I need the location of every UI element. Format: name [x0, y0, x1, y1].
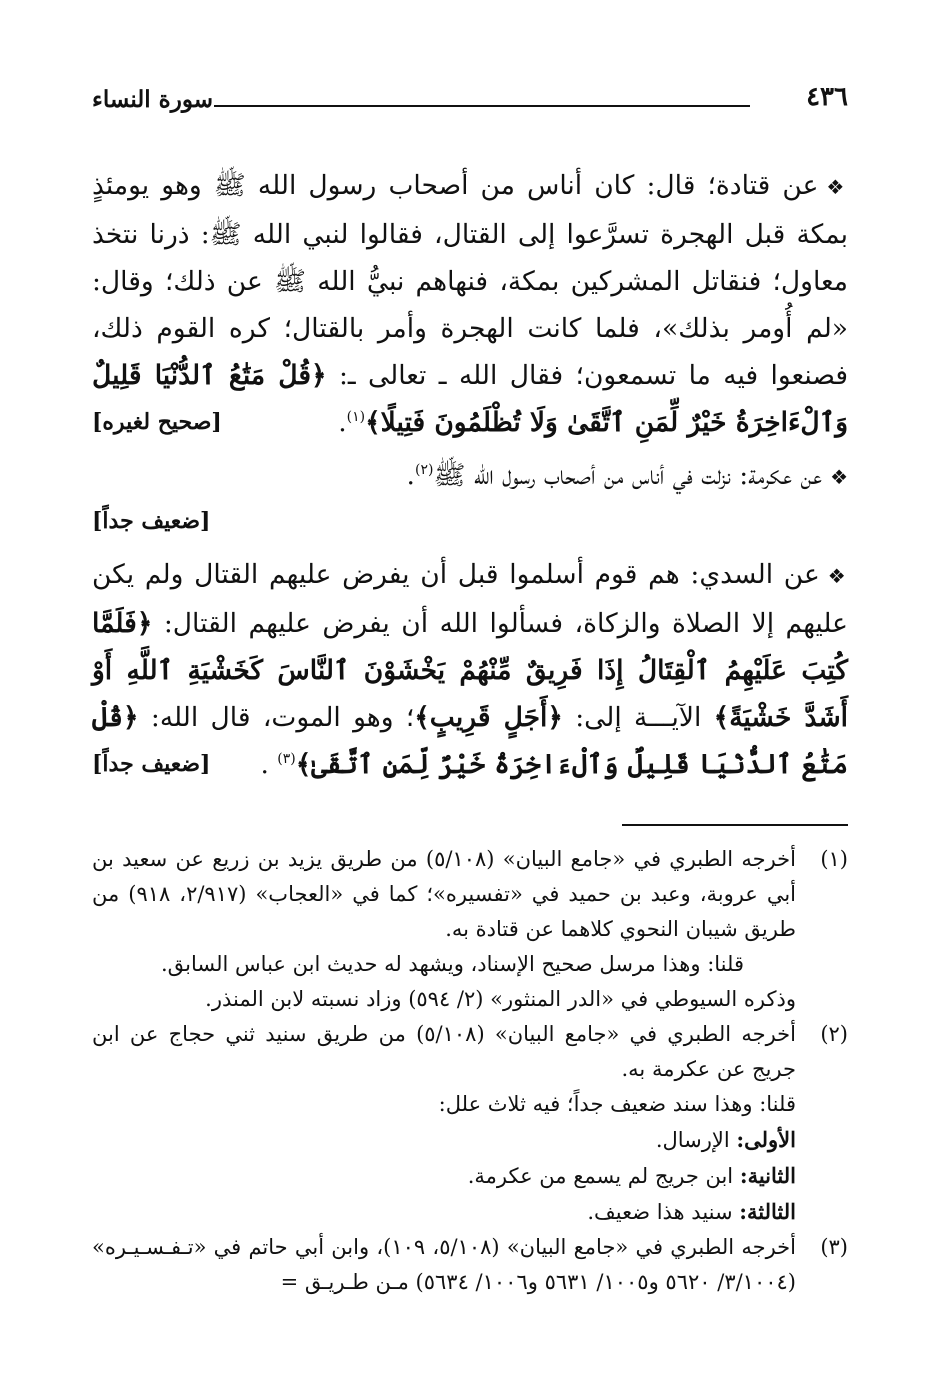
- footnote-number: (٢): [820, 1022, 848, 1046]
- footnote-separator: [622, 824, 848, 826]
- star-ornament-icon: ❖: [827, 564, 848, 588]
- item-label: الثانية:: [739, 1163, 796, 1188]
- header-rule: [214, 105, 750, 107]
- footnote-2: [92, 1017, 848, 1087]
- footnote-2-item: [92, 1122, 848, 1158]
- paragraph-text: عن السدي: هم قوم أسلموا قبل أن يفرض عليهم القتال ولم يكن عليهم إلا الصلاة والزكاة، فسألوا الله أن يفرض عليهم القتال:: [92, 559, 848, 639]
- footnote-ref: (٢): [414, 462, 434, 479]
- footnote-note: قلنا: وهذا مرسل صحيح الإسناد، ويشهد له حديث ابن عباس السابق.: [160, 952, 744, 976]
- paragraph-text: ؛ وهو الموت، قال الله:: [138, 702, 415, 733]
- star-ornament-icon: ❖: [830, 465, 848, 489]
- footnote-1-note: [92, 947, 848, 982]
- paragraph-text: الآيـــة إلى:: [562, 702, 714, 733]
- footnotes: [92, 842, 848, 1300]
- paragraph-text: عن عكرمة: نزلت في أناس من أصحاب رسول الله ﷺ: [433, 460, 823, 491]
- footnote-2-note: [92, 1087, 848, 1122]
- footnote-1-note: [92, 982, 848, 1017]
- item-text: سنيد هذا ضعيف.: [587, 1200, 740, 1224]
- quran-verse: ﴿قُلْ مَتَٰعُ ٱلدُّنْيَا قَلِيلٌ وَٱلْءَاخِرَةُ خَيْرٌ لِّمَنِ ٱتَّقَىٰ﴾: [92, 702, 848, 780]
- footnote-note: قلنا: وهذا سند ضعيف جداً؛ فيه ثلاث علل:: [438, 1092, 796, 1116]
- footnote-ref: (١): [346, 409, 366, 426]
- grade-badge: [صحيح لغيره]: [92, 409, 222, 435]
- page-number: ٤٣٦: [806, 82, 848, 112]
- footnote-number: (١): [820, 847, 848, 871]
- main-text: [92, 162, 848, 788]
- item-label: الثالثة:: [739, 1199, 796, 1224]
- star-ornament-icon: ❖: [826, 175, 848, 199]
- footnote-text: أخرجه الطبري في «جامع البيان» (٥/١٠٨، ١٠٩)، وابن أبي حاتم في «تـفـسـيـره» (٣/١٠٠٤/ ٥٦٢٠ و١٠٠٥/ ٥٦٣١ و١٠٠٦/ ٥٦٣٤) مـن طـريـق =: [92, 1235, 796, 1294]
- paragraph-end: .: [338, 407, 347, 438]
- grade-badge: [ضعيف جداً]: [92, 507, 211, 534]
- item-text: ابن جريج لم يسمع من عكرمة.: [467, 1164, 740, 1188]
- quran-verse: ﴿أَجَلٍ قَرِيبٍ﴾: [414, 702, 563, 733]
- book-page: [92, 78, 848, 1300]
- footnote-1: [92, 842, 848, 947]
- grade-row: [92, 501, 848, 541]
- footnote-number: (٣): [820, 1235, 848, 1259]
- paragraph-end: .: [406, 460, 415, 491]
- paragraph-text: عن قتادة؛ قال: كان أناس من أصحاب رسول الله ﷺ وهو يومئذٍ بمكة قبل الهجرة تسرَّعوا إلى القتال، فقالوا لنبي الله ﷺ: ذرنا نتخذ معاول؛ فنقاتل المشركين بمكة، فنهاهم نبيُّ الله ﷺ عن ذلك؛ وقال: «لم أُومر بذلك»، فلما كانت الهجرة وأمر بالقتال؛ كره القوم ذلك، فصنعوا فيه ما تسمعون؛ فقال الله ـ تعالى ـ:: [92, 170, 848, 391]
- paragraph-suddi: [92, 551, 848, 788]
- grade-badge: [ضعيف جداً]: [92, 751, 211, 777]
- paragraph-qatada: [92, 162, 848, 446]
- footnote-note: وذكره السيوطي في «الدر المنثور» (٢/ ٥٩٤) وزاد نسبته لابن المنذر.: [205, 987, 796, 1011]
- footnote-ref: (٣): [277, 751, 296, 768]
- item-label: الأولى:: [736, 1127, 796, 1152]
- footnote-text: أخرجه الطبري في «جامع البيان» (٥/١٠٨) من طريق يزيد بن زريع عن سعيد بن أبي عروبة، وعبد بن حميد في «تفسيره»؛ كما في «العجاب» (٢/٩١٧، ٩١٨) من طريق شيبان النحوي كلاهما عن قتادة به.: [92, 847, 797, 941]
- quran-verse: ﴿فَلَمَّا كُتِبَ عَلَيْهِمُ ٱلْقِتَالُ إِذَا فَرِيقٌ مِّنْهُمْ يَخْشَوْنَ ٱلنَّاسَ كَخَشْيَةِ ٱللَّهِ أَوْ أَشَدَّ خَشْيَةً﴾: [92, 608, 849, 733]
- footnote-text: أخرجه الطبري في «جامع البيان» (٥/١٠٨) من طريق سنيد ثني حجاج عن ابن جريج عن عكرمة به.: [92, 1022, 796, 1081]
- footnote-2-item: [92, 1158, 848, 1194]
- page-header: [92, 78, 848, 118]
- quran-verse: ﴿قُلْ مَتَٰعُ ٱلدُّنْيَا قَلِيلٌ وَٱلْءَاخِرَةُ خَيْرٌ لِّمَنِ ٱتَّقَىٰ وَلَا تُظْلَمُونَ فَتِيلًا﴾: [92, 360, 848, 438]
- footnote-2-item: [92, 1194, 848, 1230]
- footnote-3: [92, 1230, 848, 1300]
- surah-title: سورة النساء: [92, 86, 213, 113]
- item-text: الإرسال.: [655, 1128, 737, 1152]
- paragraph-end: .: [260, 749, 278, 780]
- paragraph-ikrima: [92, 452, 848, 501]
